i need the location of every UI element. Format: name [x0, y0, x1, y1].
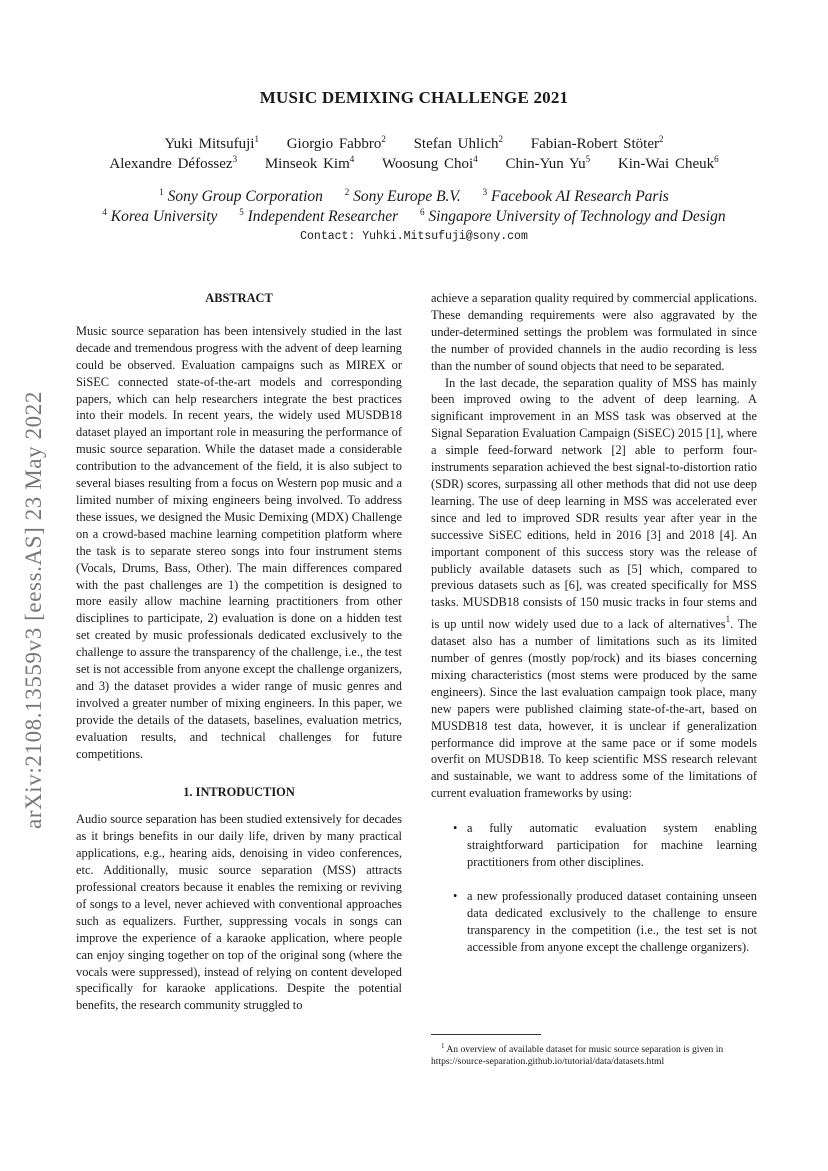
affiliations-row-2	[0, 207, 828, 226]
footnote: $^1$ An overview of available dataset for music source separation is given in https://source-separation.github.io/tutorial/data/datasets.html	[431, 1042, 724, 1067]
affiliation: $^3$ Facebook AI Research Paris	[482, 187, 669, 205]
author: Stefan Uhlich$^2$	[413, 134, 503, 152]
footnote-rule	[431, 1034, 541, 1035]
affiliation: $^4$ Korea University	[102, 207, 218, 225]
left-column	[76, 290, 402, 1014]
abstract-text: Music source separation has been intensively studied in the last decade and tremendous progress with the advent of deep learning could be observed. Evaluation campaigns such as MIREX or SiSEC connected state-of-the-art models and corresponding papers, which can help researchers integrate the best practices into their models. In recent years, the widely used MUSDB18 dataset played an important role in measuring the performance of music source separation. While the dataset made a considerable contribution to the advancement of the field, it is also subject to several biases resulting from a focus on Western pop music and a limited number of mixing engineers being involved. To address these issues, we designed the Music Demixing (MDX) Challenge on a crowd-based machine learning competition platform where the task is to separate stereo songs into four instrument stems (Vocals, Drums, Bass, Other). The main differences compared with the past challenges are 1) the competition is designed to more easily allow machine learning practitioners from other disciplines to participate, 2) evaluation is done on a hidden test set created by music professionals dedicated exclusively to the challenge to assure the transparency of the challenge, i.e., the test set is not accessible from anyone except the challenge organizers, and 3) the dataset provides a wider range of music genres and involved a greater number of mixing engineers. In this paper, we provide the details of the datasets, baselines, evaluation metrics, evaluation results, and technical challenges for future competitions.	[76, 323, 402, 761]
bullet-icon: •	[453, 821, 458, 836]
body-paragraph: achieve a separation quality required by commercial applications. These demanding requirements were also aggravated by the under-determined settings the problem was formulated in since the number of provided channels in the audio recording is less than the number of sound objects that need to be separated.	[431, 291, 757, 373]
list-item: • a new professionally produced dataset containing unseen data dedicated exclusively to the challenge to ensure transparency in the competition (i.e., the test set is not accessible from anyone except the challenge organizers).	[453, 888, 757, 954]
authors-row-1	[0, 134, 828, 153]
affiliation: $^5$ Independent Researcher	[239, 207, 399, 225]
footnote-marker: 1	[725, 614, 731, 625]
author: Giorgio Fabbro$^2$	[286, 134, 386, 152]
affiliation: $^2$ Sony Europe B.V.	[344, 187, 461, 205]
paper-title: MUSIC DEMIXING CHALLENGE 2021	[259, 88, 569, 107]
author: Alexandre Défossez$^3$	[109, 154, 238, 172]
footnote-area	[431, 1034, 757, 1068]
affiliation: $^6$ Singapore University of Technology and Design	[420, 207, 726, 225]
abstract-heading: ABSTRACT	[205, 291, 273, 305]
arxiv-sidebar	[4, 340, 64, 880]
bullet-icon: •	[453, 888, 458, 903]
introduction-heading: 1. INTRODUCTION	[183, 785, 295, 800]
author: Chin-Yun Yu$^5$	[505, 154, 591, 172]
list-item: • a fully automatic evaluation system enabling straightforward participation for machine learning practitioners from other disciplines.	[453, 821, 757, 869]
right-column	[431, 290, 757, 973]
author: Minseok Kim$^4$	[264, 154, 355, 172]
author: Yuki Mitsufuji$^1$	[164, 134, 259, 152]
authors-row-2	[0, 154, 828, 173]
body-paragraph: In the last decade, the separation quality of MSS has mainly been improved owing to the advent of deep learning. A significant improvement in an MSS task was observed at the Signal Separation Evaluation Campaign (SiSEC) 2015 [1], where a simple feed-forward network [2] able to perform four-instruments separation achieved the best signal-to-distortion ratio (SDR) scores, surpassing all other methods that did not use deep learning. The use of deep learning in MSS was accelerated ever since and led to improved SDR results year after year in the successive SiSEC editions, held in 2016 [3] and 2018 [4]. An important component of this success story was the release of publicly available datasets such as [5] which, compared to previous datasets such as [6], was created specifically for MSS tasks. MUSDB18 consists of 150 music tracks in four stems and is up until now widely used due to a lack of alternatives$^1$. The dataset also has a number of limitations such as its limited number of genres (mostly pop/rock) and its biases concerning mixing characteristics (most stems were produced by the same engineers). Since the last evaluation campaign took place, many new papers were published claiming state-of-the-art, based on MUSDB18 test data, however, it is unclear if generalization performance did improve at the same pace or if some models overfit on MUSDB18. To keep scientific MSS research relevant and sustainable, we want to address some of the limitations of current evaluation frameworks by using:	[431, 375, 757, 801]
author: Fabian-Robert Stöter$^2$	[530, 134, 664, 152]
bullet-list	[431, 820, 757, 955]
contact-email: Contact: Yuhki.Mitsufuji@sony.com	[300, 230, 528, 243]
introduction-text: Audio source separation has been studied extensively for decades as it brings benefits in our daily life, driven by many practical applications, e.g., hearing aids, denoising in video conferences, etc. Additionally, music source separation (MSS) attracts professional creators because it enables the remixing or reviving of songs to a level, never achieved with conventional approaches such as equalizers. Further, suppressing vocals in songs can improve the experience of a karaoke application, where people can enjoy singing together on top of the original song (where the vocals were suppressed), instead of relying on content developed specifically for karaoke applications. Despite the potential benefits, the research community struggled to	[76, 812, 402, 1013]
author: Woosung Choi$^4$	[382, 154, 478, 172]
affiliations-row-1	[0, 187, 828, 206]
arxiv-identifier: arXiv:2108.13559v3 [eess.AS] 23 May 2022	[21, 391, 46, 829]
affiliation: $^1$ Sony Group Corporation	[159, 187, 323, 205]
author: Kin-Wai Cheuk$^6$	[617, 154, 719, 172]
